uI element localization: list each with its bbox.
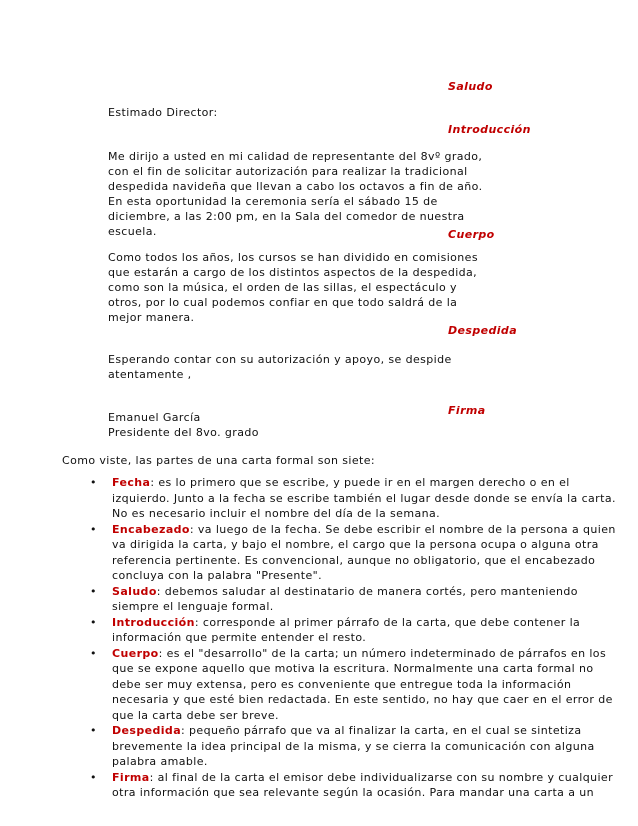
body-line: otros, por lo cual podemos confiar en que todo saldrá de la: [108, 296, 458, 309]
list-item-text: No es necesario incluir el nombre del día de la semana.: [112, 507, 441, 520]
signature-role: Presidente del 8vo. grado: [108, 426, 259, 439]
list-item-text: brevemente la idea principal de la misma, y se cierra la comunicación con alguna: [112, 739, 595, 753]
closing-line: Esperando contar con su autorización y apoyo, se despide: [108, 353, 452, 366]
list-item-text: que la carta debe ser breve.: [112, 708, 279, 722]
term-introduccion: Introducción: [112, 615, 195, 629]
term-cuerpo: Cuerpo: [112, 646, 159, 660]
intro-line: despedida navideña que llevan a cabo los octavos a fin de año.: [108, 180, 483, 193]
list-item: [90, 584, 616, 615]
term-despedida: Despedida: [112, 724, 182, 737]
term-fecha: Fecha: [112, 476, 151, 489]
list-item-text: : pequeño párrafo que va al finalizar la carta, en el cual se sintetiza: [181, 724, 582, 737]
intro-line: escuela.: [108, 225, 157, 238]
body-line: mejor manera.: [108, 311, 195, 324]
intro-line: En esta oportunidad la ceremonia sería el sábado 15 de: [108, 195, 438, 208]
list-item-text: va dirigida la carta, y bajo el nombre, el cargo que la persona ocupa o alguna otra: [112, 538, 599, 551]
intro-line: Me dirijo a usted en mi calidad de representante del 8vº grado,: [108, 150, 483, 163]
signature-name: Emanuel García: [108, 411, 201, 424]
term-firma: Firma: [112, 770, 150, 784]
list-item-text: : debemos saludar al destinatario de manera cortés, pero manteniendo: [156, 584, 578, 598]
parts-list: [90, 475, 616, 801]
list-item-text: referencia pertinente. Es convencional, aunque no obligatorio, que el encabezado: [112, 553, 596, 567]
summary-intro: Como viste, las partes de una carta formal son siete:: [62, 454, 376, 467]
list-item-text: : corresponde al primer párrafo de la carta, que debe contener la: [194, 615, 581, 629]
bullet-icon: •: [90, 522, 97, 536]
body-line: como son la música, el orden de las sillas, el espectáculo y: [108, 281, 457, 294]
list-item: [90, 646, 616, 724]
list-item-text: siempre el lenguaje formal.: [112, 600, 274, 613]
list-item: [90, 475, 616, 522]
list-item-text: : va luego de la fecha. Se debe escribir el nombre de la persona a quien: [189, 522, 616, 536]
list-item-text: concluya con la palabra "Presente".: [112, 569, 323, 582]
intro-line: con el fin de solicitar autorización para realizar la tradicional: [108, 165, 468, 178]
list-item-text: : al final de la carta el emisor debe individualizarse con su nombre y cualquier: [149, 770, 614, 784]
term-encabezado: Encabezado: [112, 522, 190, 536]
bullet-icon: •: [90, 724, 97, 737]
letter-greeting: Estimado Director:: [108, 106, 218, 119]
bullet-icon: •: [90, 476, 97, 489]
tag-firma: Firma: [448, 404, 486, 417]
list-item: [90, 615, 616, 646]
list-item-text: necesaria y que esté bien redactada. En este sentido, no hay que caer en el error de: [112, 693, 613, 706]
bullet-icon: •: [90, 646, 97, 660]
tag-despedida: Despedida: [448, 324, 518, 337]
list-item-text: debe ser muy extensa, pero es conveniente que entregue toda la información: [112, 677, 572, 691]
list-item: [90, 723, 616, 770]
tag-introduccion: Introducción: [448, 123, 531, 136]
intro-line: diciembre, a las 2:00 pm, en la Sala del comedor de nuestra: [108, 210, 465, 223]
list-item-text: izquierdo. Junto a la fecha se escribe también el lugar desde donde se envía la carta.: [112, 491, 616, 505]
list-item-text: otra información que sea relevante según la ocasión. Para mandar una carta a un: [112, 786, 594, 799]
tag-saludo: Saludo: [448, 80, 493, 93]
list-item-text: información que permite entender el resto.: [112, 631, 367, 644]
letter-signature: [108, 410, 259, 440]
list-item-text: palabra amable.: [112, 755, 208, 768]
letter-closing-paragraph: [108, 352, 452, 382]
list-item-text: : es el "desarrollo" de la carta; un número indeterminado de párrafos en los: [158, 646, 607, 660]
term-saludo: Saludo: [112, 584, 157, 598]
letter-intro-paragraph: [108, 149, 483, 239]
bullet-icon: •: [90, 770, 97, 784]
list-item-text: : es lo primero que se escribe, y puede ir en el margen derecho o en el: [150, 476, 570, 489]
letter-body-paragraph: [108, 250, 478, 325]
list-item-text: que se expone aquello que motiva la escritura. Normalmente una carta formal no: [112, 662, 594, 675]
bullet-icon: •: [90, 584, 97, 598]
closing-line: atentamente ,: [108, 368, 192, 381]
body-line: Como todos los años, los cursos se han dividido en comisiones: [108, 251, 478, 264]
list-item: [90, 770, 616, 801]
tag-cuerpo: Cuerpo: [448, 228, 495, 241]
bullet-icon: •: [90, 615, 97, 629]
list-item: [90, 522, 616, 584]
body-line: que estarán a cargo de los distintos aspectos de la despedida,: [108, 266, 478, 279]
